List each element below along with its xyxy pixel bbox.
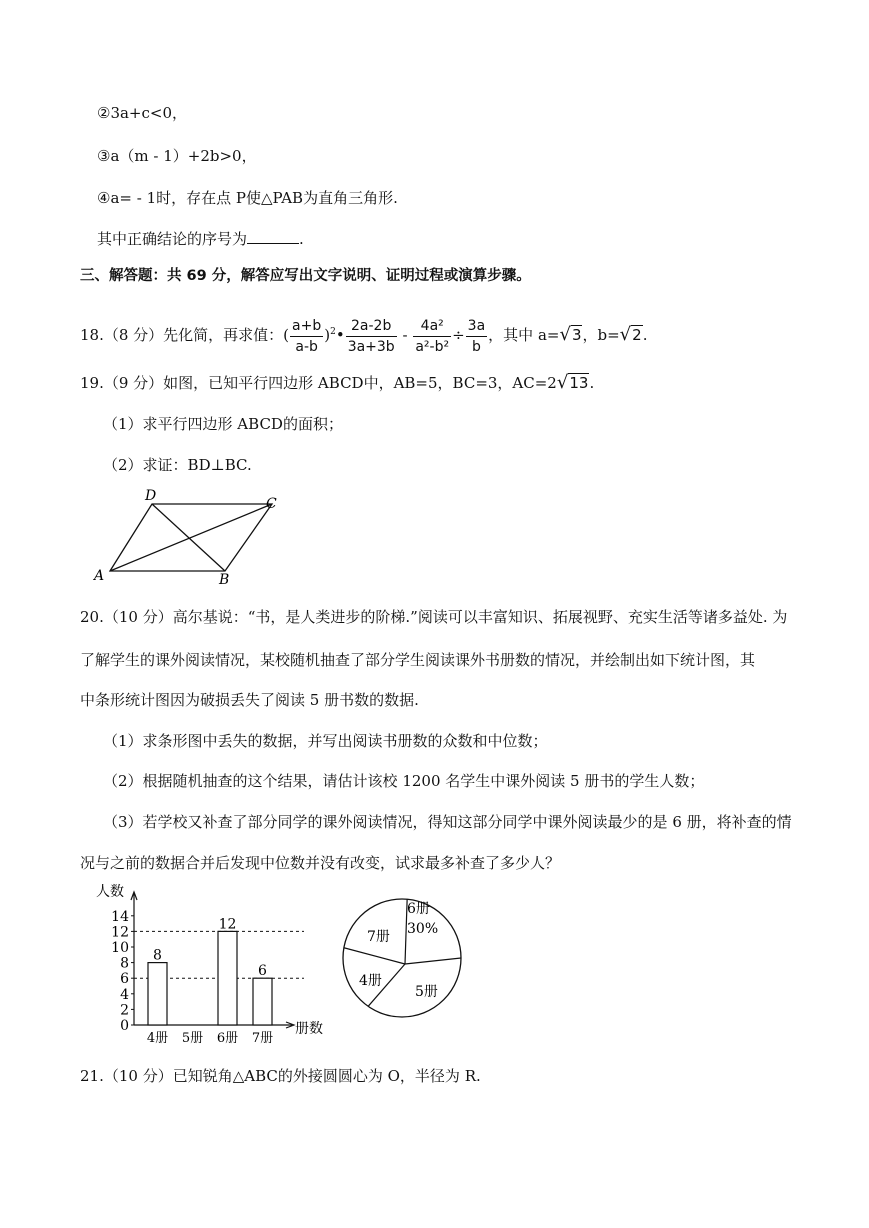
q20-part-1: （1）求条形图中丢失的数据，并写出阅读书册数的众数和中位数； <box>103 732 548 750</box>
q20-line-3: 中条形统计图因为破损丢失了阅读 5 册书数的数据. <box>80 691 419 709</box>
right-paren: ) <box>324 326 331 344</box>
diagonal-ac <box>110 504 272 571</box>
pie-slice-label: 6册 <box>407 901 430 917</box>
q18-end: . <box>642 326 648 344</box>
answer-prompt: 其中正确结论的序号为 <box>97 230 248 248</box>
y-tick-label: 14 <box>111 908 129 925</box>
exponent: 2 <box>330 327 336 337</box>
bar-chart <box>92 880 342 1060</box>
fraction-3-denominator: a²-b² <box>415 338 450 355</box>
x-tick-label: 6册 <box>216 1031 239 1046</box>
y-tick-label: 6 <box>120 971 129 988</box>
fraction-1-denominator: a-b <box>295 338 318 355</box>
pie-slice-percent: 30% <box>407 921 439 937</box>
y-tick-label: 10 <box>111 940 129 956</box>
q18-tail-2: ，b= <box>582 326 620 344</box>
q20-line-1: 20.（10 分）高尔基说：“书，是人类进步的阶梯.”阅读可以丰富知识、拓展视野、充实生活等诸多益处. 为 <box>80 608 788 626</box>
q18-stem: 18.（8 分）先化简，再求值： <box>80 326 284 344</box>
pie-slice-label: 5册 <box>415 984 438 1000</box>
minus-operator: - <box>402 326 408 344</box>
radical-icon: √ <box>619 324 632 345</box>
pie-outline <box>343 899 461 1017</box>
question-18 <box>80 311 647 357</box>
fraction-2 <box>346 316 397 357</box>
pie-chart <box>337 893 467 1023</box>
bar-data-label: 12 <box>218 916 237 933</box>
bar <box>148 963 167 1025</box>
sqrt-b: 2 <box>632 326 642 344</box>
bar-data-label: 6 <box>258 963 267 980</box>
bar <box>218 931 237 1025</box>
answer-blank[interactable] <box>247 229 299 244</box>
vertex-c-label: C <box>266 496 277 512</box>
fraction-3-numerator: 4a² <box>413 316 451 337</box>
fraction-4-denominator: b <box>471 338 481 355</box>
y-tick-label: 0 <box>120 1018 129 1034</box>
q20-part-2: （2）根据随机抽查的这个结果，请估计该校 1200 名学生中课外阅读 5 册书的学生人数； <box>103 772 705 790</box>
question-21: 21.（10 分）已知锐角△ABC的外接圆圆心为 O，半径为 R. <box>80 1067 481 1085</box>
fraction-4-numerator: 3a <box>466 316 488 337</box>
y-tick-label: 4 <box>120 986 129 1003</box>
radical-icon: √ <box>559 324 571 345</box>
sqrt-13: 13 <box>569 374 589 392</box>
dot-operator: • <box>335 326 345 344</box>
conclusion-4: ④a= - 1时，存在点 P使△PAB为直角三角形. <box>97 189 398 207</box>
y-axis-label: 人数 <box>96 884 124 900</box>
x-tick-label: 4册 <box>146 1031 169 1046</box>
q20-part-3-cont: 况与之前的数据合并后发现中位数并没有改变，试求最多补查了多少人？ <box>80 854 561 872</box>
x-tick-label: 5册 <box>181 1031 204 1046</box>
y-tick-label: 2 <box>120 1002 129 1019</box>
vertex-b-label: B <box>219 572 230 588</box>
y-tick-label: 8 <box>120 955 129 972</box>
q19-stem: 19.（9 分）如图，已知平行四边形 ABCD中，AB=5，BC=3，AC=2 <box>80 374 557 392</box>
y-tick-label: 12 <box>111 924 129 941</box>
fraction-2-numerator: 2a-2b <box>346 316 397 337</box>
conclusion-3: ③a（m - 1）+2b>0， <box>97 147 257 165</box>
q19-part-1: （1）求平行四边形 ABCD的面积； <box>103 415 343 433</box>
vertex-d-label: D <box>145 488 157 504</box>
q20-part-3: （3）若学校又补查了部分同学的课外阅读情况，得知这部分同学中课外阅读最少的是 6 册，将补查的情 <box>103 813 792 831</box>
answer-line <box>97 229 304 249</box>
left-paren: ( <box>283 326 290 344</box>
bar <box>253 978 272 1025</box>
vertex-a-label: A <box>94 568 105 584</box>
sqrt-a: 3 <box>571 326 582 344</box>
bar-data-label: 8 <box>153 947 162 964</box>
parallelogram-figure <box>92 488 292 588</box>
divide-operator: ÷ <box>452 326 465 344</box>
fraction-2-denominator: 3a+3b <box>347 338 395 355</box>
fraction-1-numerator: a+b <box>290 316 323 337</box>
section-3-title: 三、解答题：共 69 分，解答应写出文字说明、证明过程或演算步骤。 <box>80 268 531 284</box>
fraction-1 <box>290 316 323 357</box>
answer-end: . <box>299 230 304 248</box>
fraction-4 <box>466 316 488 357</box>
question-19 <box>80 373 594 393</box>
conclusion-2: ②3a+c<0， <box>97 104 188 122</box>
pie-slice-label: 7册 <box>367 929 390 945</box>
x-tick-label: 7册 <box>251 1031 274 1046</box>
x-axis-label: 册数 <box>295 1021 323 1037</box>
q19-end: . <box>589 374 595 392</box>
radical-icon: √ <box>556 372 569 393</box>
q18-tail: ，其中 a= <box>488 326 560 344</box>
diagonal-bd <box>152 504 225 571</box>
fraction-3 <box>413 316 451 357</box>
q20-line-2: 了解学生的课外阅读情况，某校随机抽查了部分学生阅读课外书册数的情况，并绘制出如下统计图，其 <box>80 651 756 669</box>
q19-part-2: （2）求证：BD⊥BC. <box>103 456 252 474</box>
pie-slice-label: 4册 <box>359 973 382 989</box>
